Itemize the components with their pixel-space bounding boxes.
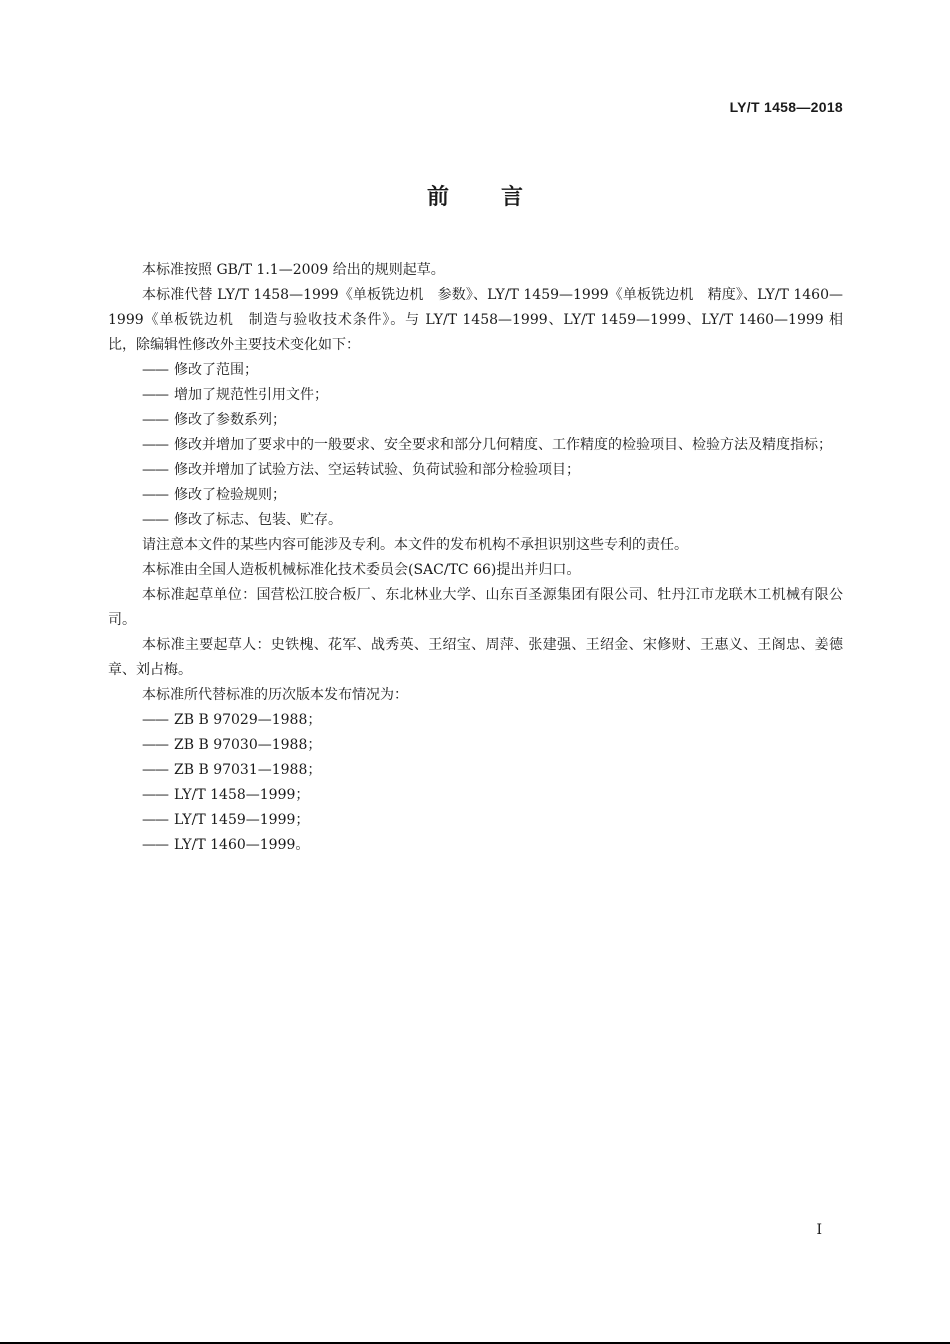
dash-marker: ——: [142, 812, 168, 828]
list-item: [108, 433, 843, 458]
list-item-text: 修改了检验规则；: [174, 487, 286, 503]
list-item: [108, 708, 843, 733]
list-item-text: ZB B 97030—1988；: [174, 737, 322, 753]
dash-marker: ——: [142, 362, 168, 378]
changes-list: [108, 358, 843, 533]
dash-marker: ——: [142, 737, 168, 753]
list-item-text: 修改了范围；: [174, 362, 258, 378]
list-item-text: ZB B 97031—1988；: [174, 762, 322, 778]
paragraph-drafting-units: 本标准起草单位：国营松江胶合板厂、东北林业大学、山东百圣源集团有限公司、牡丹江市龙联木工机械有限公司。: [108, 587, 843, 628]
list-item-text: 修改了标志、包装、贮存。: [174, 512, 342, 528]
list-item-text: LY/T 1460—1999。: [174, 837, 310, 853]
list-item-text: ZB B 97029—1988；: [174, 712, 322, 728]
dash-marker: ——: [142, 387, 168, 403]
list-item-text: 修改并增加了要求中的一般要求、安全要求和部分几何精度、工作精度的检验项目、检验方法及精度指标；: [174, 437, 832, 453]
paragraph-proposer: 本标准由全国人造板机械标准化技术委员会(SAC/TC 66)提出并归口。: [142, 562, 581, 578]
list-item-text: LY/T 1459—1999；: [174, 812, 310, 828]
list-item: [108, 483, 843, 508]
list-item: [108, 783, 843, 808]
dash-marker: ——: [142, 787, 168, 803]
standard-code: LY/T 1458—2018: [729, 99, 843, 115]
paragraph-drafters: 本标准主要起草人：史铁槐、花军、战秀英、王绍宝、周萍、张建强、王绍金、宋修财、王惠义、王阁忠、姜德章、刘占梅。: [108, 637, 843, 678]
list-item: [108, 458, 843, 483]
dash-marker: ——: [142, 437, 168, 453]
list-item-text: 增加了规范性引用文件；: [174, 387, 328, 403]
list-item: [108, 383, 843, 408]
page-number: I: [816, 1222, 822, 1238]
dash-marker: ——: [142, 712, 168, 728]
list-item: [108, 358, 843, 383]
dash-marker: ——: [142, 462, 168, 478]
dash-marker: ——: [142, 762, 168, 778]
dash-marker: ——: [142, 487, 168, 503]
list-item: [108, 508, 843, 533]
paragraph-drafting-rules: 本标准按照 GB/T 1.1—2009 给出的规则起草。: [142, 262, 445, 278]
list-item-text: 修改了参数系列；: [174, 412, 286, 428]
list-item: [108, 733, 843, 758]
list-item-text: 修改并增加了试验方法、空运转试验、负荷试验和部分检验项目；: [174, 462, 580, 478]
list-item-text: LY/T 1458—1999；: [174, 787, 310, 803]
list-item: [108, 408, 843, 433]
dash-marker: ——: [142, 512, 168, 528]
history-list: [108, 708, 843, 858]
paragraph-patent-notice: 请注意本文件的某些内容可能涉及专利。本文件的发布机构不承担识别这些专利的责任。: [142, 537, 688, 553]
page-title: 前言: [426, 185, 575, 210]
paragraph-history-intro: 本标准所代替标准的历次版本发布情况为：: [142, 687, 408, 703]
paragraph-replacement: 本标准代替 LY/T 1458—1999《单板铣边机 参数》、LY/T 1459—1999《单板铣边机 精度》、LY/T 1460—1999《单板铣边机 制造与验收技术条件》。与 LY/T 1458—1999、LY/T 1459—1999、LY/T 1460—1999 相比，除编辑性修改外主要技术变化如下：: [108, 287, 843, 353]
dash-marker: ——: [142, 837, 168, 853]
list-item: [108, 833, 843, 858]
document-body: [108, 258, 843, 858]
dash-marker: ——: [142, 412, 168, 428]
list-item: [108, 758, 843, 783]
list-item: [108, 808, 843, 833]
